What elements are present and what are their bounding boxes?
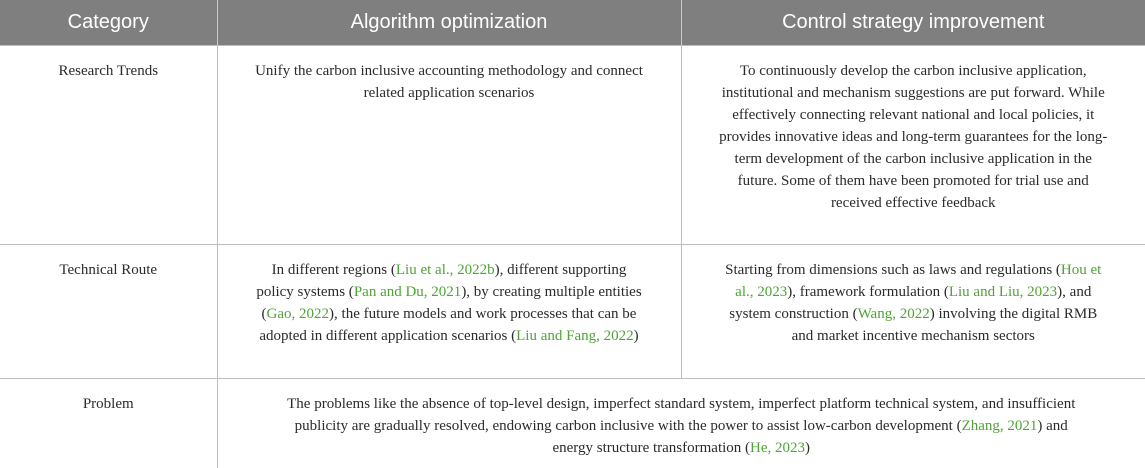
table-row-technical-route [0, 245, 1145, 379]
citation-link[interactable]: Gao, 2022 [266, 306, 330, 322]
cell-algorithm: Unify the carbon inclusive accounting methodology and connect related application scenarios [217, 46, 681, 245]
header-row [0, 0, 1145, 46]
header-category: Category [0, 0, 217, 46]
citation-link[interactable]: Zhang, 2021 [961, 418, 1038, 434]
header-control-strategy-improvement: Control strategy improvement [681, 0, 1145, 46]
citation-link[interactable]: Pan and Du, 2021 [353, 284, 462, 300]
cell-text: ), and system construction ( [729, 284, 1092, 322]
cell-text: ), the future models and work processes that can be adopted in different application scenarios ( [259, 306, 637, 344]
citation-link[interactable]: Liu and Liu, 2023 [948, 284, 1058, 300]
cell-category: Technical Route [0, 245, 217, 379]
cell-problem-description [217, 379, 1145, 468]
cell-text: In different regions ( [271, 262, 396, 278]
table-header [0, 0, 1145, 46]
cell-text: ) and energy structure transformation ( [552, 418, 1068, 456]
header-algorithm-optimization: Algorithm optimization [217, 0, 681, 46]
cell-text: ) [633, 328, 639, 344]
cell-text: ) [805, 440, 811, 456]
cell-category: Research Trends [0, 46, 217, 245]
citation-link[interactable]: Liu et al., 2022b [395, 262, 495, 278]
cell-control: To continuously develop the carbon inclusive application, institutional and mechanism suggestions are put forward. While effectively connecting relevant national and local policies, it provides innovative ideas and long-term guarantees for the long-term development of the carbon inclusive application in the future. Some of them have been promoted for trial use and received effective feedback [681, 46, 1145, 245]
cell-text: Starting from dimensions such as laws and regulations ( [725, 262, 1061, 278]
cell-text: ), framework formulation ( [787, 284, 949, 300]
cell-text: The problems like the absence of top-level design, imperfect standard system, imperfect platform technical system, and insufficient publicity are gradually resolved, endowing carbon inclusive with the power to assist low-carbon development ( [287, 396, 1076, 434]
citation-link[interactable]: Liu and Fang, 2022 [516, 328, 634, 344]
citation-link[interactable]: He, 2023 [750, 440, 806, 456]
cell-text: ), by creating multiple entities ( [261, 284, 642, 322]
cell-text: ) involving the digital RMB and market incentive mechanism sectors [791, 306, 1098, 344]
citation-link[interactable]: Hou et al., 2023 [735, 262, 1102, 300]
cell-text: ), different supporting policy systems ( [256, 262, 627, 300]
table-body [0, 46, 1145, 468]
cell-algorithm [217, 245, 681, 379]
cell-category: Problem [0, 379, 217, 468]
citation-link[interactable]: Wang, 2022 [857, 306, 930, 322]
table-row-problem [0, 379, 1145, 468]
cell-control [681, 245, 1145, 379]
table-row-research-trends [0, 46, 1145, 245]
